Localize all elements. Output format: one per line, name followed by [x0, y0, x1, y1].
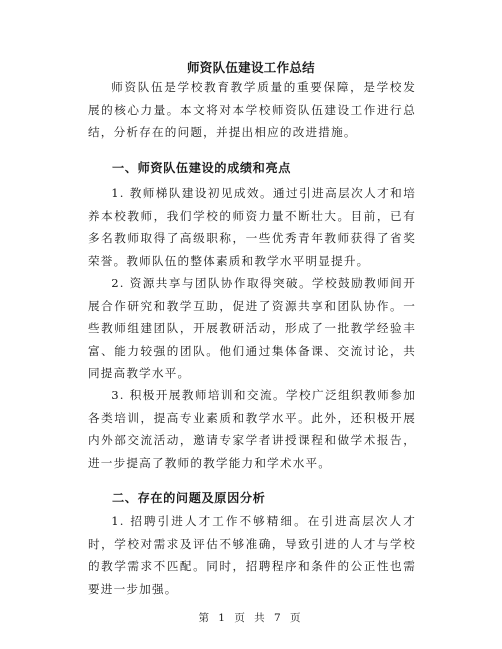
section-1-paragraph-1: 1. 教师梯队建设初见成效。通过引进高层次人才和培养本校教师，我们学校的师资力量不断壮大。目前，已有多名教师取得了高级职称，一些优秀青年教师获得了省奖荣誉。教师队伍的整体素质和教学水平明显提升。 [88, 186, 416, 268]
section-1-heading: 一、师资队伍建设的成绩和亮点 [112, 161, 292, 175]
section-1-paragraph-3: 3. 积极开展教师培训和交流。学校广泛组织教师参加各类培训，提高专业素质和教学水平。此外，还积极开展内外部交流活动，邀请专家学者讲授课程和做学术报告，进一步提高了教师的教学能力和学术水平。 [88, 388, 416, 470]
page-footer: 第 1 页 共 7 页 [198, 612, 304, 624]
section-2-paragraph-1: 1. 招聘引进人才工作不够精细。在引进高层次人才时，学校对需求及评估不够准确，导致引进的人才与学校的教学需求不匹配。同时，招聘程序和条件的公正性也需要进一步加强。 [88, 514, 416, 596]
intro-paragraph: 师资队伍是学校教育教学质量的重要保障，是学校发展的核心力量。本文将对本学校师资队伍建设工作进行总结，分析存在的问题，并提出相应的改进措施。 [88, 80, 416, 140]
section-2-heading: 二、存在的问题及原因分析 [112, 491, 266, 505]
section-1-paragraph-2: 2. 资源共享与团队协作取得突破。学校鼓励教师间开展合作研究和教学互助，促进了资源共享和团队协作。一些教师组建团队，开展教研活动，形成了一批教学经验丰富、能力较强的团队。他们通过集体备课、交流讨论，共同提高教学水平。 [88, 276, 416, 381]
document-title: 师资队伍建设工作总结 [186, 60, 315, 75]
